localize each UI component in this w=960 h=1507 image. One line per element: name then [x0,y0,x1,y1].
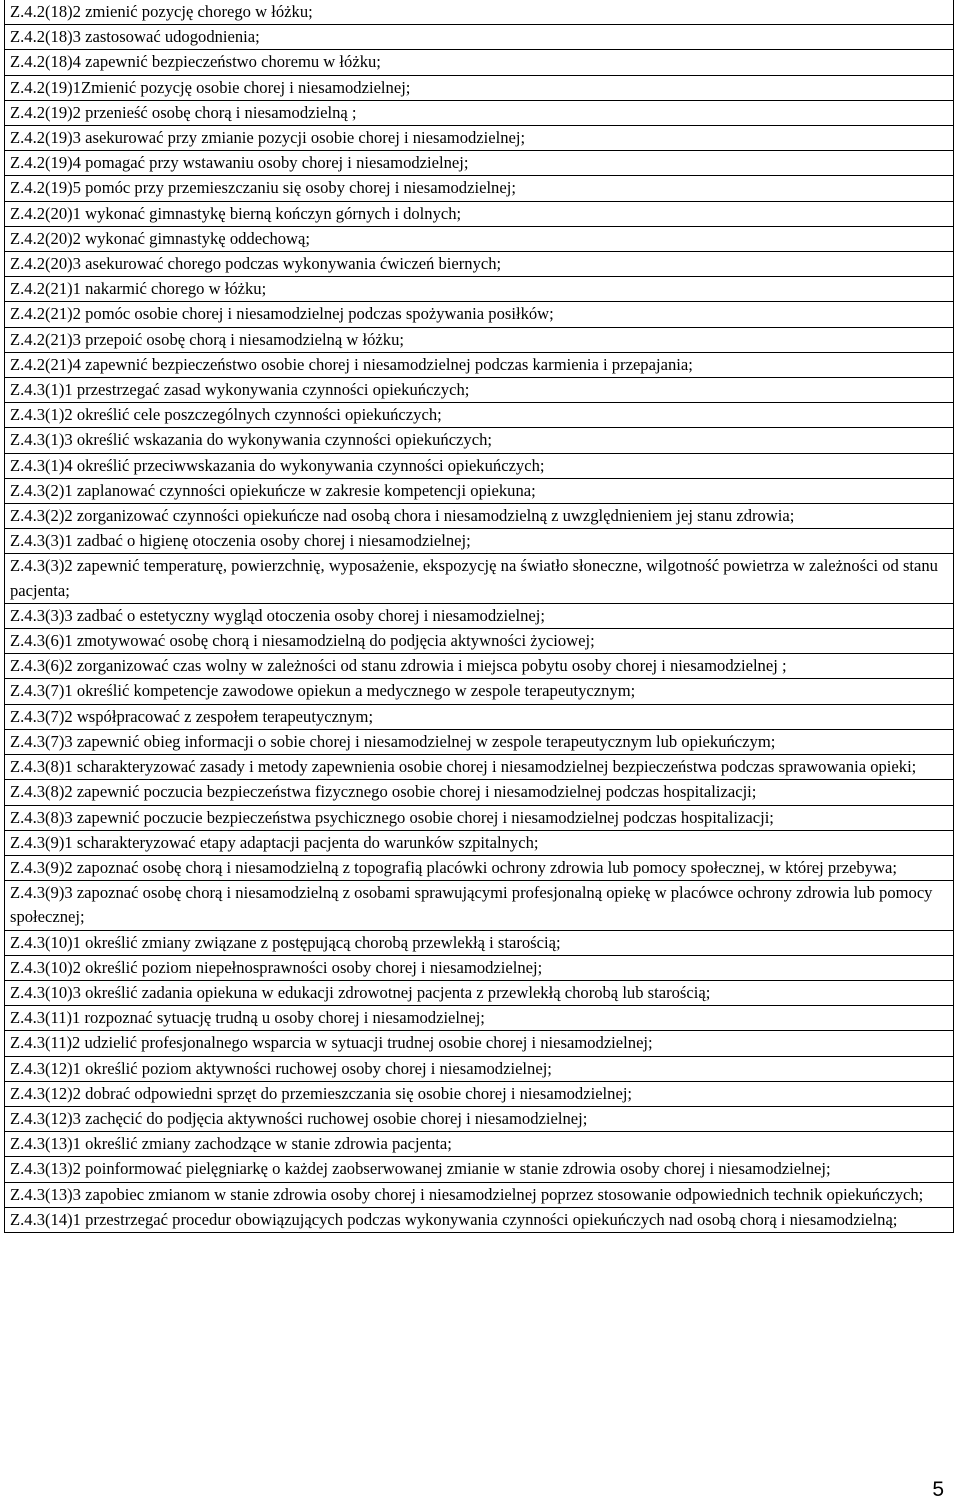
requirement-text: Z.4.3(9)1 scharakteryzować etapy adaptacji pacjenta do warunków szpitalnych; [5,830,954,855]
table-row [5,504,954,529]
requirement-text: Z.4.2(20)3 asekurować chorego podczas wykonywania ćwiczeń biernych; [5,252,954,277]
table-row [5,226,954,251]
table-row [5,176,954,201]
table-row [5,1056,954,1081]
requirements-table [4,0,954,1233]
requirement-text: Z.4.3(8)3 zapewnić poczucie bezpieczeństwa psychicznego osobie chorej i niesamodzielnej podczas hospitalizacji; [5,805,954,830]
table-row [5,1031,954,1056]
page-number: 5 [932,1478,944,1501]
requirement-text: Z.4.3(1)4 określić przeciwwskazania do wykonywania czynności opiekuńczych; [5,453,954,478]
requirement-text: Z.4.3(3)3 zadbać o estetyczny wygląd otoczenia osoby chorej i niesamodzielnej; [5,603,954,628]
table-row [5,302,954,327]
requirement-text: Z.4.3(10)3 określić zadania opiekuna w edukacji zdrowotnej pacjenta z przewlekłą chorobą lub starością; [5,980,954,1005]
table-row [5,378,954,403]
requirement-text: Z.4.3(8)2 zapewnić poczucia bezpieczeństwa fizycznego osobie chorej i niesamodzielnej podczas hospitalizacji; [5,780,954,805]
requirement-text: Z.4.3(13)3 zapobiec zmianom w stanie zdrowia osoby chorej i niesamodzielnej poprzez stosowanie odpowiednich technik opiekuńczych; [5,1182,954,1207]
requirement-text: Z.4.3(11)2 udzielić profesjonalnego wsparcia w sytuacji trudnej osobie chorej i niesamodzielnej; [5,1031,954,1056]
table-row [5,50,954,75]
table-row [5,1182,954,1207]
requirement-text: Z.4.2(21)2 pomóc osobie chorej i niesamodzielnej podczas spożywania posiłków; [5,302,954,327]
requirement-text: Z.4.3(3)2 zapewnić temperaturę, powierzchnię, wyposażenie, ekspozycję na światło słoneczne, wilgotność powietrza w zależności od stanu pacjenta; [5,554,954,603]
table-row [5,554,954,603]
requirement-text: Z.4.3(10)1 określić zmiany związane z postępującą chorobą przewlekłą i starością; [5,930,954,955]
requirement-text: Z.4.3(6)2 zorganizować czas wolny w zależności od stanu zdrowia i miejsca pobytu osoby chorej i niesamodzielnej ; [5,654,954,679]
requirement-text: Z.4.3(6)1 zmotywować osobę chorą i niesamodzielną do podjęcia aktywności życiowej; [5,629,954,654]
table-row [5,529,954,554]
table-row [5,151,954,176]
requirement-text: Z.4.3(10)2 określić poziom niepełnosprawności osoby chorej i niesamodzielnej; [5,955,954,980]
table-row [5,0,954,25]
requirement-text: Z.4.2(19)1Zmienić pozycję osobie chorej i niesamodzielnej; [5,75,954,100]
table-row [5,980,954,1005]
requirement-text: Z.4.2(19)2 przenieść osobę chorą i niesamodzielną ; [5,100,954,125]
requirement-text: Z.4.2(18)2 zmienić pozycję chorego w łóżku; [5,0,954,25]
requirement-text: Z.4.2(19)3 asekurować przy zmianie pozycji osobie chorej i niesamodzielnej; [5,126,954,151]
table-row [5,201,954,226]
requirement-text: Z.4.3(2)2 zorganizować czynności opiekuńcze nad osobą chora i niesamodzielną z uwzględnieniem jej stanu zdrowia; [5,504,954,529]
table-row [5,830,954,855]
table-row [5,252,954,277]
table-row [5,1106,954,1131]
requirement-text: Z.4.3(13)1 określić zmiany zachodzące w stanie zdrowia pacjenta; [5,1132,954,1157]
requirement-text: Z.4.3(1)3 określić wskazania do wykonywania czynności opiekuńczych; [5,428,954,453]
table-row [5,755,954,780]
requirement-text: Z.4.3(9)2 zapoznać osobę chorą i niesamodzielną z topografią placówki ochrony zdrowia lub pomocy społecznej, w której przebywa; [5,855,954,880]
requirement-text: Z.4.3(12)1 określić poziom aktywności ruchowej osoby chorej i niesamodzielnej; [5,1056,954,1081]
table-row [5,780,954,805]
requirement-text: Z.4.2(20)1 wykonać gimnastykę bierną kończyn górnych i dolnych; [5,201,954,226]
table-row [5,1207,954,1232]
requirement-text: Z.4.3(11)1 rozpoznać sytuację trudną u osoby chorej i niesamodzielnej; [5,1006,954,1031]
requirement-text: Z.4.3(7)3 zapewnić obieg informacji o sobie chorej i niesamodzielnej w zespole terapeutycznym lub opiekuńczym; [5,729,954,754]
requirement-text: Z.4.2(18)3 zastosować udogodnienia; [5,25,954,50]
table-row [5,277,954,302]
table-row [5,453,954,478]
table-row [5,126,954,151]
table-row [5,704,954,729]
table-row [5,352,954,377]
requirement-text: Z.4.3(1)2 określić cele poszczególnych czynności opiekuńczych; [5,403,954,428]
requirement-text: Z.4.2(20)2 wykonać gimnastykę oddechową; [5,226,954,251]
table-row [5,478,954,503]
requirement-text: Z.4.3(9)3 zapoznać osobę chorą i niesamodzielną z osobami sprawującymi profesjonalną opiekę w placówce ochrony zdrowia lub pomocy społecznej; [5,881,954,930]
requirement-text: Z.4.3(14)1 przestrzegać procedur obowiązujących podczas wykonywania czynności opiekuńczych nad osobą chorą i niesamodzielną; [5,1207,954,1232]
requirements-table-body [5,0,954,1232]
table-row [5,100,954,125]
requirement-text: Z.4.3(7)2 współpracować z zespołem terapeutycznym; [5,704,954,729]
requirement-text: Z.4.2(19)4 pomagać przy wstawaniu osoby chorej i niesamodzielnej; [5,151,954,176]
table-row [5,428,954,453]
requirement-text: Z.4.2(21)3 przepoić osobę chorą i niesamodzielną w łóżku; [5,327,954,352]
table-row [5,679,954,704]
requirement-text: Z.4.3(3)1 zadbać o higienę otoczenia osoby chorej i niesamodzielnej; [5,529,954,554]
table-row [5,955,954,980]
requirement-text: Z.4.3(1)1 przestrzegać zasad wykonywania czynności opiekuńczych; [5,378,954,403]
table-row [5,403,954,428]
requirement-text: Z.4.3(13)2 poinformować pielęgniarkę o każdej zaobserwowanej zmianie w stanie zdrowia osoby chorej i niesamodzielnej; [5,1157,954,1182]
table-row [5,729,954,754]
table-row [5,1081,954,1106]
table-row [5,855,954,880]
requirement-text: Z.4.2(18)4 zapewnić bezpieczeństwo choremu w łóżku; [5,50,954,75]
requirement-text: Z.4.2(19)5 pomóc przy przemieszczaniu się osoby chorej i niesamodzielnej; [5,176,954,201]
requirement-text: Z.4.3(12)2 dobrać odpowiedni sprzęt do przemieszczania się osobie chorej i niesamodzielnej; [5,1081,954,1106]
requirement-text: Z.4.2(21)1 nakarmić chorego w łóżku; [5,277,954,302]
table-row [5,1157,954,1182]
requirement-text: Z.4.3(7)1 określić kompetencje zawodowe opiekun a medycznego w zespole terapeutycznym; [5,679,954,704]
requirement-text: Z.4.3(2)1 zaplanować czynności opiekuńcze w zakresie kompetencji opiekuna; [5,478,954,503]
table-row [5,629,954,654]
requirement-text: Z.4.2(21)4 zapewnić bezpieczeństwo osobie chorej i niesamodzielnej podczas karmienia i przepajania; [5,352,954,377]
requirement-text: Z.4.3(8)1 scharakteryzować zasady i metody zapewnienia osobie chorej i niesamodzielnej bezpieczeństwa podczas sprawowania opieki; [5,755,954,780]
table-row [5,881,954,930]
table-row [5,327,954,352]
table-row [5,1006,954,1031]
table-row [5,805,954,830]
table-row [5,75,954,100]
table-row [5,930,954,955]
table-row [5,654,954,679]
table-row [5,603,954,628]
requirement-text: Z.4.3(12)3 zachęcić do podjęcia aktywności ruchowej osobie chorej i niesamodzielnej; [5,1106,954,1131]
table-row [5,1132,954,1157]
table-row [5,25,954,50]
